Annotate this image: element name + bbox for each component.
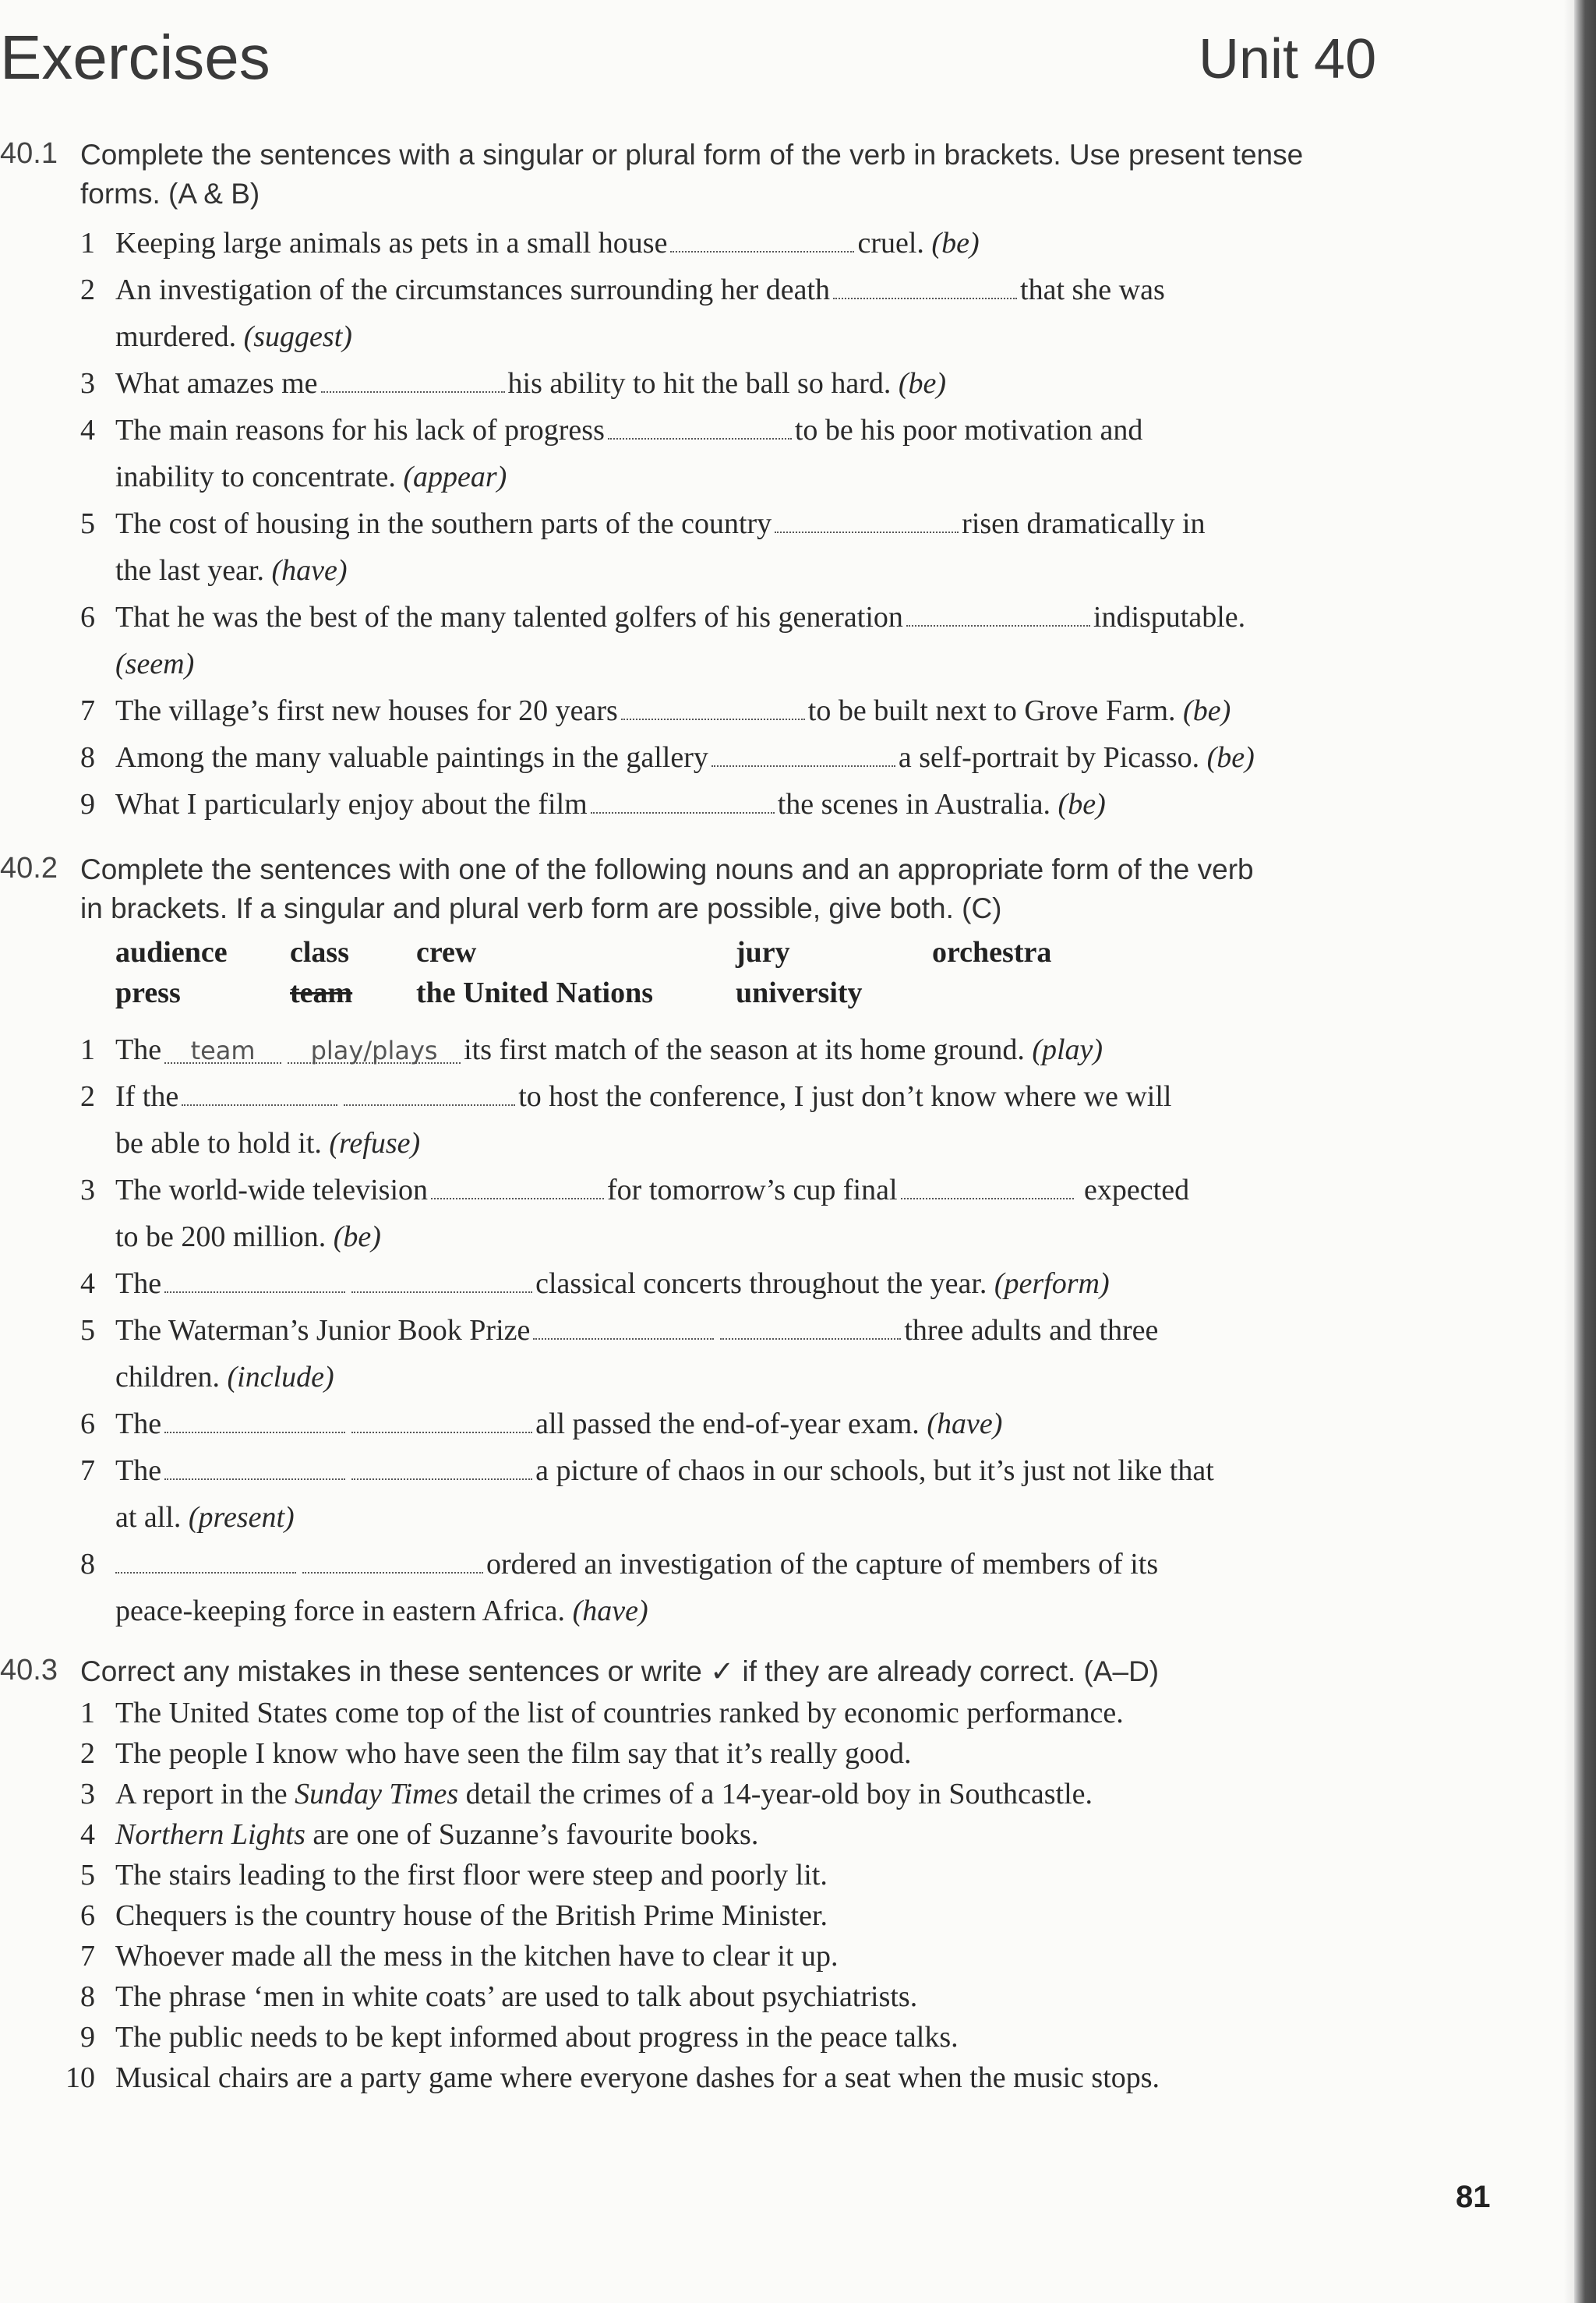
- verb-hint: (be): [1183, 694, 1231, 727]
- instruction-line: forms. (A & B): [80, 178, 260, 210]
- item-text: Among the many valuable paintings in the gallery: [115, 741, 708, 774]
- item-text: The cost of housing in the southern parts of the country: [115, 507, 772, 540]
- item-text: to be 200 million.: [115, 1220, 327, 1253]
- item-number: 5: [80, 1859, 95, 1891]
- item-number: 2: [80, 1737, 95, 1770]
- noun-blank[interactable]: [164, 1410, 345, 1433]
- answer-blank[interactable]: [321, 369, 505, 393]
- item-number: 8: [80, 1980, 95, 2013]
- item-text: inability to concentrate.: [115, 461, 396, 493]
- item-text: The: [115, 1033, 162, 1066]
- verb-hint: (refuse): [329, 1127, 421, 1160]
- noun-option: university: [736, 977, 863, 1009]
- item-text: The: [115, 1454, 162, 1487]
- item-number: 4: [80, 414, 95, 447]
- noun-option: the United Nations: [416, 977, 654, 1009]
- verb-blank[interactable]: [720, 1316, 901, 1340]
- item-text: cruel.: [857, 227, 924, 260]
- verb-hint: (have): [271, 554, 348, 587]
- item-text: are one of Suzanne’s favourite books.: [305, 1818, 759, 1851]
- answer-blank[interactable]: [833, 276, 1017, 299]
- item-text: The people I know who have seen the film say that it’s really good.: [115, 1737, 912, 1770]
- verb-hint: (have): [572, 1595, 648, 1627]
- item-text: the scenes in Australia.: [777, 788, 1051, 821]
- verb-hint: (be): [333, 1220, 381, 1253]
- item-text: all passed the end-of-year exam.: [535, 1408, 920, 1440]
- item-number: 2: [80, 274, 95, 306]
- item-text: his ability to hit the ball so hard.: [507, 367, 892, 400]
- verb-hint: (perform): [994, 1267, 1110, 1300]
- item-text: murdered.: [115, 320, 237, 353]
- answer-blank[interactable]: [906, 603, 1090, 627]
- item-text: The United States come top of the list of countries ranked by economic performance.: [115, 1697, 1124, 1729]
- item-text: That he was the best of the many talented golfers of his generation: [115, 601, 903, 634]
- exercise-instruction: [80, 136, 1405, 214]
- instruction-line: in brackets. If a singular and plural verb form are possible, give both. (C): [80, 892, 1002, 924]
- unit-label: Unit 40: [1199, 28, 1377, 90]
- verb-hint: (include): [227, 1361, 334, 1393]
- exercise-number-40-2: 40.2: [0, 852, 58, 885]
- tick-icon: ✓: [710, 1655, 735, 1687]
- item-text: The Waterman’s Junior Book Prize: [115, 1314, 531, 1347]
- noun-blank[interactable]: [533, 1316, 714, 1340]
- page-number: 81: [1456, 2180, 1491, 2214]
- noun-option: press: [115, 977, 181, 1009]
- verb-blank[interactable]: [901, 1176, 1074, 1199]
- verb-hint: (be): [931, 227, 980, 260]
- exercise-number-40-1: 40.1: [0, 137, 58, 170]
- example-answer-noun: team: [164, 1039, 281, 1064]
- noun-blank[interactable]: [431, 1176, 604, 1199]
- item-number: 1: [80, 1697, 95, 1729]
- exercise-instruction: [80, 850, 1405, 928]
- item-text: be able to hold it.: [115, 1127, 322, 1160]
- item-number: 10: [65, 2061, 95, 2094]
- noun-option: audience: [115, 936, 228, 969]
- item-text: The: [115, 1267, 162, 1300]
- item-number: 2: [80, 1080, 95, 1113]
- verb-blank[interactable]: [351, 1457, 532, 1480]
- item-text: three adults and three: [904, 1314, 1159, 1347]
- answer-blank[interactable]: [608, 416, 792, 440]
- item-number: 5: [80, 1314, 95, 1347]
- item-text: for tomorrow’s cup final: [607, 1174, 898, 1206]
- item-text: that she was: [1020, 274, 1165, 306]
- verb-hint: (suggest): [243, 320, 352, 353]
- item-number: 9: [80, 2021, 95, 2054]
- instruction-line: Complete the sentences with a singular or plural form of the verb in brackets. Use present tense: [80, 139, 1304, 171]
- verb-blank[interactable]: [351, 1410, 532, 1433]
- verb-hint: (be): [898, 367, 947, 400]
- item-text: detail the crimes of a 14-year-old boy in Southcastle.: [458, 1778, 1093, 1810]
- item-text: Musical chairs are a party game where everyone dashes for a seat when the music stops.: [115, 2061, 1160, 2094]
- verb-blank[interactable]: [302, 1550, 483, 1574]
- page-binding-edge: [1574, 0, 1596, 2303]
- noun-blank[interactable]: [115, 1550, 296, 1574]
- verb-hint: (be): [1206, 741, 1255, 774]
- noun-option-crossed-out: team: [290, 977, 353, 1009]
- item-text: Whoever made all the mess in the kitchen have to clear it up.: [115, 1940, 839, 1973]
- example-answer-verb: play/plays: [288, 1039, 461, 1064]
- item-number: 3: [80, 367, 95, 400]
- item-number: 7: [80, 1454, 95, 1487]
- item-text: to host the conference, I just don’t know where we will: [518, 1080, 1172, 1113]
- item-text: Chequers is the country house of the British Prime Minister.: [115, 1899, 828, 1932]
- noun-option: class: [290, 936, 349, 969]
- item-text: The world-wide television: [115, 1174, 429, 1206]
- item-number: 4: [80, 1818, 95, 1851]
- verb-hint: (appear): [403, 461, 507, 493]
- item-text: to be built next to Grove Farm.: [807, 694, 1176, 727]
- item-text: expected: [1084, 1174, 1190, 1206]
- item-text: risen dramatically in: [962, 507, 1206, 540]
- verb-hint: (play): [1032, 1033, 1103, 1066]
- item-number: 6: [80, 1899, 95, 1932]
- noun-option: jury: [736, 936, 790, 969]
- answer-blank[interactable]: [621, 697, 805, 720]
- verb-hint: (present): [188, 1501, 295, 1534]
- item-number: 8: [80, 741, 95, 774]
- noun-blank[interactable]: [182, 1083, 337, 1106]
- item-text: its first match of the season at its home ground.: [464, 1033, 1025, 1066]
- item-text: ordered an investigation of the capture of members of its: [486, 1548, 1159, 1581]
- noun-blank[interactable]: [164, 1457, 345, 1480]
- item-number: 7: [80, 694, 95, 727]
- verb-blank[interactable]: [344, 1083, 515, 1106]
- item-text: The stairs leading to the first floor were steep and poorly lit.: [115, 1859, 828, 1891]
- item-number: 4: [80, 1267, 95, 1300]
- item-text: The public needs to be kept informed about progress in the peace talks.: [115, 2021, 959, 2054]
- item-text: peace-keeping force in eastern Africa.: [115, 1595, 566, 1627]
- item-text: The main reasons for his lack of progress: [115, 414, 605, 447]
- item-text: The phrase ‘men in white coats’ are used to talk about psychiatrists.: [115, 1980, 918, 2013]
- verb-hint: (have): [927, 1408, 1003, 1440]
- item-text: If the: [115, 1080, 179, 1113]
- verb-hint: (seem): [115, 648, 195, 680]
- page-heading: Exercises: [0, 23, 270, 92]
- item-text: What amazes me: [115, 367, 318, 400]
- answer-blank[interactable]: [775, 510, 959, 533]
- item-text: An investigation of the circumstances surrounding her death: [115, 274, 831, 306]
- answer-blank[interactable]: [670, 229, 854, 253]
- verb-hint: (be): [1058, 788, 1106, 821]
- item-number: 8: [80, 1548, 95, 1581]
- instruction-text: if they are already correct. (A–D): [742, 1655, 1160, 1687]
- answer-blank[interactable]: [711, 744, 895, 767]
- item-text: a picture of chaos in our schools, but it’s just not like that: [535, 1454, 1214, 1487]
- item-number: 1: [80, 1033, 95, 1066]
- item-number: 7: [80, 1940, 95, 1973]
- noun-option: orchestra: [932, 936, 1052, 969]
- title-italic: Northern Lights: [115, 1818, 305, 1851]
- item-text: The: [115, 1408, 162, 1440]
- item-number: 6: [80, 601, 95, 634]
- noun-blank[interactable]: [164, 1270, 345, 1293]
- item-text: indisputable.: [1093, 601, 1246, 634]
- item-number: 6: [80, 1408, 95, 1440]
- item-number: 5: [80, 507, 95, 540]
- item-text: What I particularly enjoy about the film: [115, 788, 588, 821]
- item-number: 1: [80, 227, 95, 260]
- exercise-instruction: [80, 1652, 1405, 1691]
- item-text: A report in the: [115, 1778, 295, 1810]
- item-text: The village’s first new houses for 20 years: [115, 694, 618, 727]
- item-number: 9: [80, 788, 95, 821]
- item-text: the last year.: [115, 554, 264, 587]
- instruction-line: Complete the sentences with one of the following nouns and an appropriate form of the verb: [80, 853, 1254, 885]
- noun-option: crew: [416, 936, 477, 969]
- item-text: Keeping large animals as pets in a small house: [115, 227, 668, 260]
- item-text: a self-portrait by Picasso.: [898, 741, 1200, 774]
- answer-blank[interactable]: [591, 790, 775, 814]
- instruction-text: Correct any mistakes in these sentences or write: [80, 1655, 702, 1687]
- item-text: children.: [115, 1361, 221, 1393]
- title-italic: Sunday Times: [295, 1778, 459, 1810]
- item-number: 3: [80, 1174, 95, 1206]
- verb-blank[interactable]: [351, 1270, 532, 1293]
- item-number: 3: [80, 1778, 95, 1810]
- item-text: at all.: [115, 1501, 182, 1534]
- item-text: classical concerts throughout the year.: [535, 1267, 987, 1300]
- exercise-number-40-3: 40.3: [0, 1654, 58, 1687]
- item-text: to be his poor motivation and: [794, 414, 1143, 447]
